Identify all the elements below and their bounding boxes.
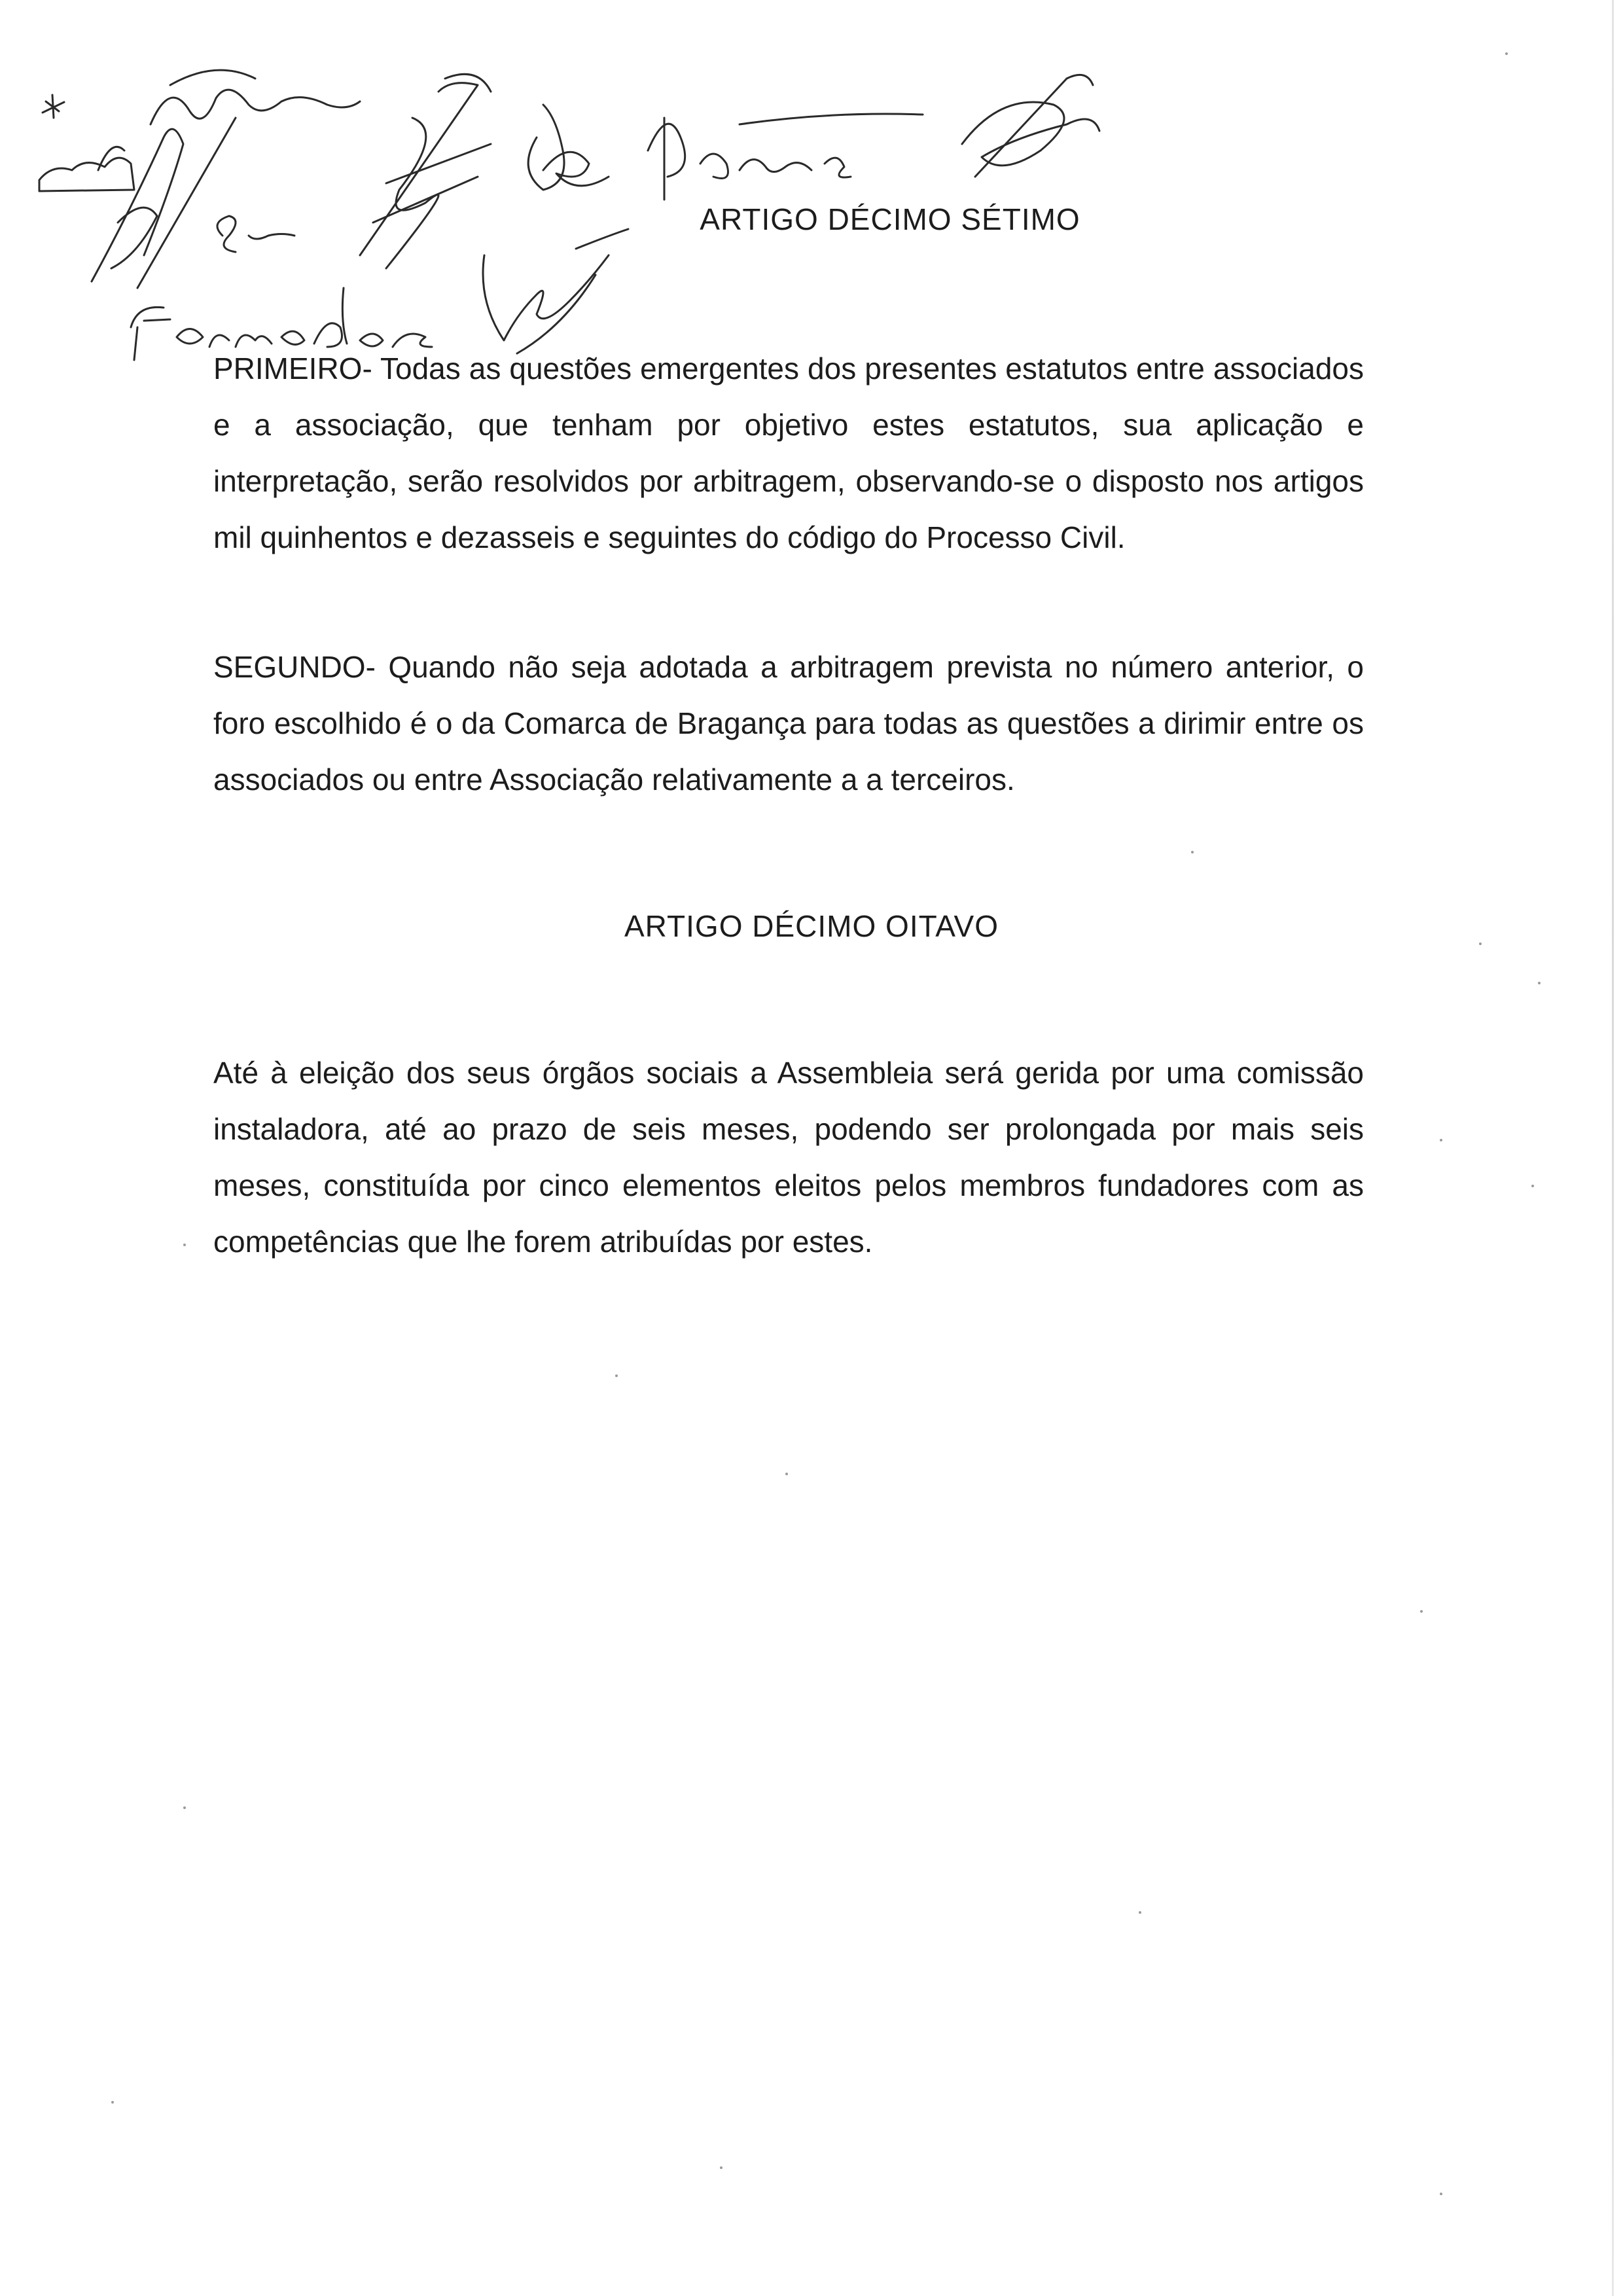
article-18-heading: ARTIGO DÉCIMO OITAVO xyxy=(624,909,999,943)
primeiro-text: Todas as questões emergentes dos presentes estatutos entre associados e a associação, que tenham por objetivo estes estatutos, sua aplicação e interpretação, serão resolvidos por arbitragem, observando-se o disposto nos artigos mil quinhentos e dezasseis e seguintes do código do Processo Civil. xyxy=(213,351,1364,554)
scan-edge-line xyxy=(1612,0,1614,2296)
segundo-label: SEGUNDO- xyxy=(213,650,376,684)
primeiro-label: PRIMEIRO- xyxy=(213,351,372,386)
article-18-paragraph: Até à eleição dos seus órgãos sociais a Assembleia será gerida por uma comissão instaladora, até ao prazo de seis meses, podendo ser prolongada por mais seis meses, constituída por cinco elementos eleitos pelos membros fundadores com as competências que lhe forem atribuídas por estes. xyxy=(213,1056,1364,1259)
segundo-text: Quando não seja adotada a arbitragem prevista no número anterior, o foro escolhido é o da Comarca de Bragança para todas as questões a dirimir entre os associados ou entre Associação relativamente a a terceiros. xyxy=(213,650,1364,797)
article-17-heading: ARTIGO DÉCIMO SÉTIMO xyxy=(700,202,1080,236)
article-17-paragraph-primeiro xyxy=(213,340,1364,565)
article-17-paragraph-segundo xyxy=(213,639,1364,808)
